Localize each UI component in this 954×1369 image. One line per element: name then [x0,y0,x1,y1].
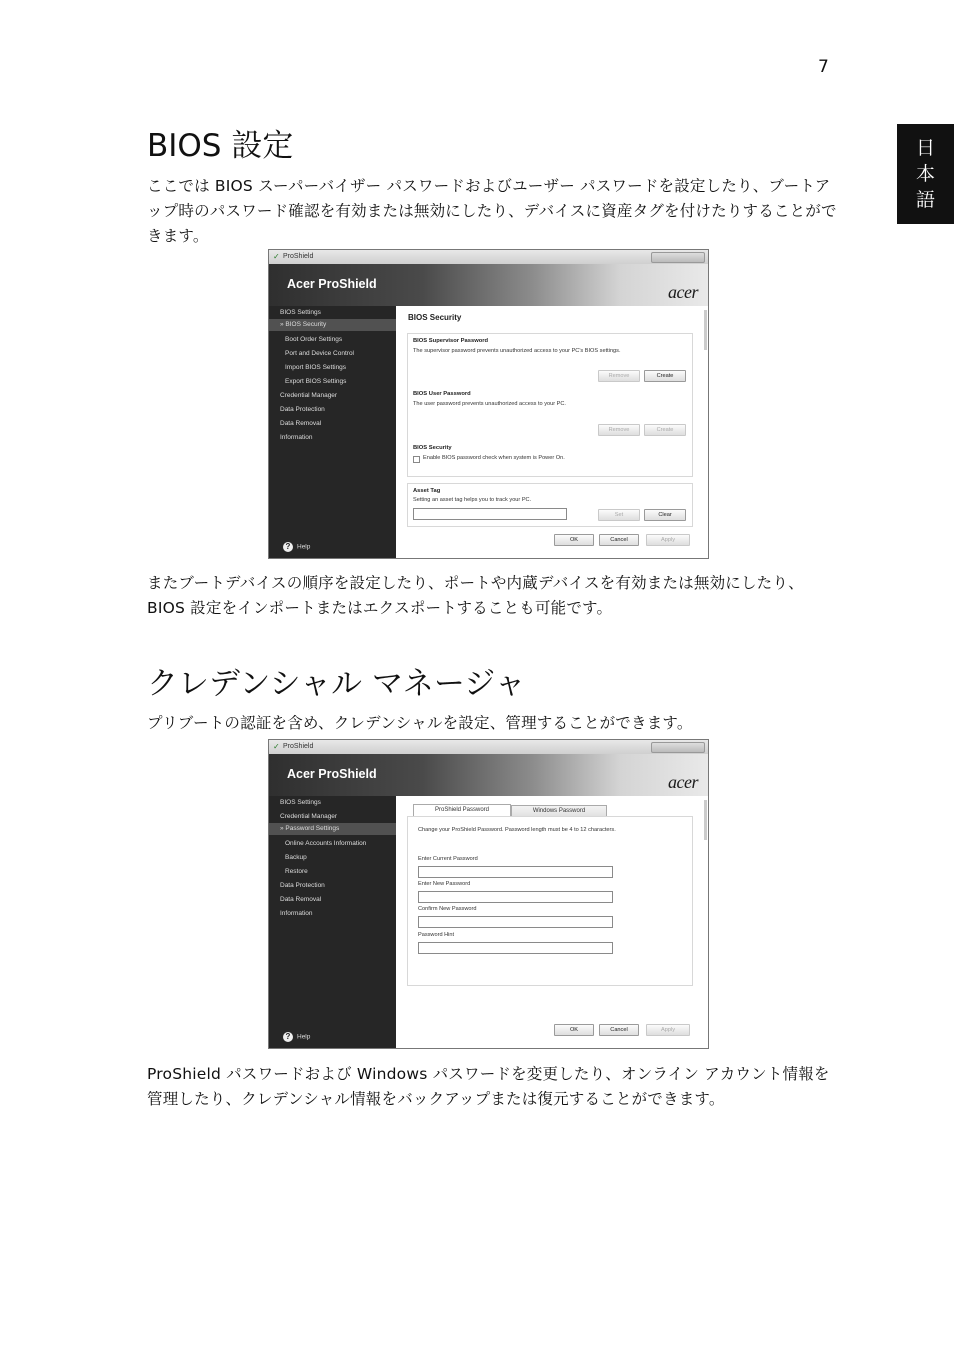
credential-manager-heading: クレデンシャル マネージャ [147,666,526,702]
sidebar [269,306,396,558]
nav-export-bios[interactable]: Export BIOS Settings [285,378,347,385]
supervisor-remove-button[interactable]: Remove [598,370,640,382]
help-label: Help [297,543,311,551]
nav-online-accounts[interactable]: Online Accounts Information [285,840,367,847]
nav-information[interactable]: Information [280,434,313,441]
current-password-field[interactable] [418,866,613,878]
help-label: Help [297,1033,311,1041]
password-hint-field[interactable] [418,942,613,954]
nav-credential-manager[interactable]: Credential Manager [280,392,338,399]
cancel-button[interactable]: Cancel [599,1024,639,1036]
confirm-password-label: Confirm New Password [418,906,477,912]
nav-information[interactable]: Information [280,910,313,917]
supervisor-desc: The supervisor password prevents unauthorized access to your PC's BIOS settings. [413,348,621,354]
bios-after-text: またブートデバイスの順序を設定したり、ポートや内蔵デバイスを有効または無効にしたり、BIOS 設定をインポートまたはエクスポートすることも可能です。 [147,574,804,617]
proshield-icon: ✓ [273,252,280,261]
bios-password-check-checkbox[interactable] [413,456,420,463]
cancel-button[interactable]: Cancel [599,534,639,546]
tab-proshield-password[interactable]: ProShield Password [413,804,511,817]
security-title: BIOS Security [413,445,452,451]
proshield-credential-screenshot [268,739,709,1049]
content-pane [396,796,708,1048]
proshield-bios-screenshot [268,249,709,559]
apply-button[interactable]: Apply [646,534,690,546]
content-title: BIOS Security [408,313,462,322]
nav-bios-settings[interactable]: BIOS Settings [280,799,321,806]
user-password-title: BIOS User Password [413,391,471,397]
nav-backup[interactable]: Backup [285,854,307,861]
language-tab [897,124,954,224]
nav-bios-settings[interactable]: BIOS Settings [280,309,321,316]
help-icon: ? [283,542,293,552]
window-titlebar [269,740,708,754]
window-controls[interactable] [651,252,705,263]
asset-set-button[interactable]: Set [598,509,640,521]
ok-button[interactable]: OK [554,534,594,546]
credential-intro-text: プリブートの認証を含め、クレデンシャルを設定、管理することができます。 [147,714,693,732]
nav-credential-manager[interactable]: Credential Manager [280,813,338,820]
app-title: Acer ProShield [287,277,377,291]
app-title: Acer ProShield [287,767,377,781]
bios-password-panel [407,333,693,477]
new-password-label: Enter New Password [418,881,471,887]
bios-intro-text: ここでは BIOS スーパーバイザー パスワードおよびユーザー パスワードを設定したり、ブートアップ時のパスワード確認を有効または無効にしたり、デバイスに資産タグを付けたりすることができます。 [147,177,837,245]
bios-settings-heading: BIOS 設定 [147,128,294,164]
password-hint-label: Password Hint [418,932,455,938]
lang-tab-char: 語 [915,189,935,211]
nav-port-device[interactable]: Port and Device Control [285,350,355,357]
user-remove-button[interactable]: Remove [598,424,640,436]
credential-after-text: ProShield パスワードおよび Windows パスワードを変更したり、オンライン アカウント情報を管理したり、クレデンシャル情報をバックアップまたは復元することができます。 [147,1065,830,1108]
new-password-field[interactable] [418,891,613,903]
scrollbar[interactable] [704,800,707,840]
window-titlebar [269,250,708,264]
nav-data-removal[interactable]: Data Removal [280,420,322,427]
supervisor-title: BIOS Supervisor Password [413,338,489,344]
help-link[interactable] [283,1032,310,1042]
help-link[interactable] [283,542,310,552]
proshield-icon: ✓ [273,742,280,751]
nav-data-protection[interactable]: Data Protection [280,882,325,889]
nav-import-bios[interactable]: Import BIOS Settings [285,364,347,371]
user-password-desc: The user password prevents unauthorized access to your PC. [413,401,566,407]
asset-tag-desc: Setting an asset tag helps you to track your PC. [413,497,532,503]
sidebar [269,796,396,1048]
nav-data-removal[interactable]: Data Removal [280,896,322,903]
asset-tag-title: Asset Tag [413,488,441,494]
nav-boot-order[interactable]: Boot Order Settings [285,336,343,343]
nav-data-protection[interactable]: Data Protection [280,406,325,413]
asset-clear-button[interactable]: Clear [644,509,686,521]
apply-button[interactable]: Apply [646,1024,690,1036]
content-pane [396,306,708,558]
app-header [269,754,708,796]
current-password-label: Enter Current Password [418,856,478,862]
acer-logo: acer [668,282,698,302]
nav-restore[interactable]: Restore [285,868,308,875]
password-desc: Change your ProShield Password. Password length must be 4 to 12 characters. [418,827,616,833]
supervisor-create-button[interactable]: Create [644,370,686,382]
acer-logo: acer [668,772,698,792]
password-panel [407,816,693,986]
ok-button[interactable]: OK [554,1024,594,1036]
bios-password-check-label: Enable BIOS password check when system is Power On. [423,455,565,461]
scrollbar[interactable] [704,310,707,350]
help-icon: ? [283,1032,293,1042]
window-title: ProShield [283,743,314,750]
window-title: ProShield [283,253,314,260]
lang-tab-char: 本 [915,163,935,185]
app-header [269,264,708,306]
window-controls[interactable] [651,742,705,753]
user-create-button[interactable]: Create [644,424,686,436]
tab-windows-password[interactable]: Windows Password [511,805,607,817]
asset-tag-input[interactable] [413,508,567,520]
nav-password-settings[interactable]: » Password Settings [269,823,396,835]
asset-tag-panel [407,483,693,527]
confirm-password-field[interactable] [418,916,613,928]
nav-bios-security[interactable]: » BIOS Security [269,319,396,331]
page-number: 7 [818,57,829,77]
lang-tab-char: 日 [915,137,935,159]
